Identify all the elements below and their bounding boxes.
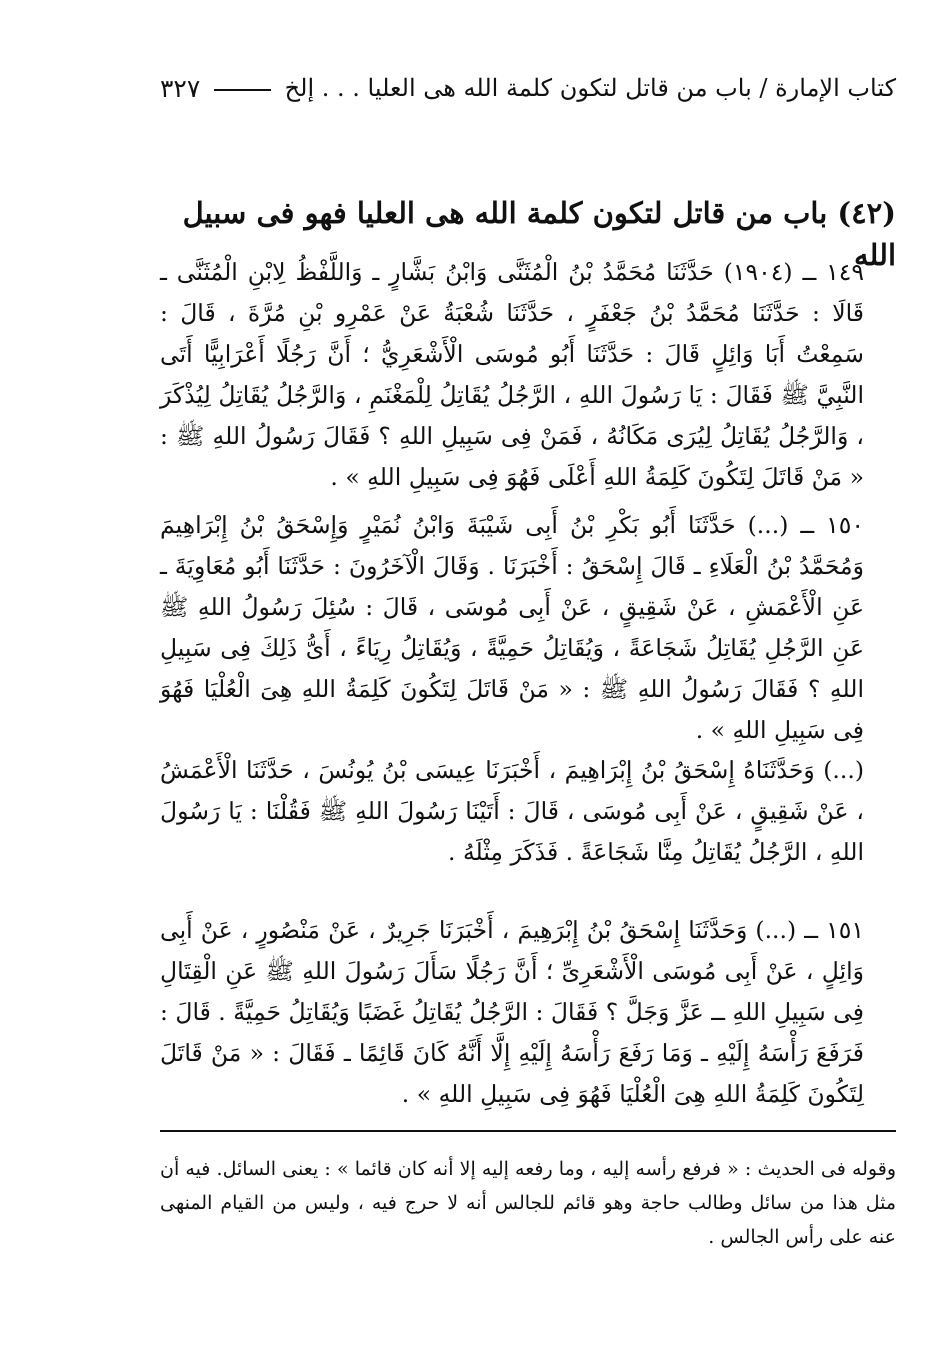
hadith-151 [160,910,896,1115]
chapter-heading: (٤٢) باب من قاتل لتكون كلمة الله هى العليا فهو فى سبيل الله [182,196,896,272]
hadith-150-variant-text: (...) وَحَدَّثَنَاهُ إِسْحَقُ بْنُ إِبْرَاهِيمَ ، أَخْبَرَنَا عِيسَى بْنُ يُونُسَ ، حَدَّثَنَا الْأَعْمَشُ ، عَنْ شَقِيقٍ ، عَنْ أَبِى مُوسَى ، قَالَ : أَتَيْنَا رَسُولَ اللهِ ﷺ فَقُلْنَا : يَا رَسُولَ اللهِ ، الرَّجُلُ يُقَاتِلُ مِنَّا شَجَاعَةً . فَذَكَرَ مِثْلَهُ . [160,756,864,866]
running-header [160,68,896,108]
hadith-149 [160,252,896,498]
hadith-151-text: ١٥١ ــ (...) وَحَدَّثَنَا إِسْحَقُ بْنُ إِبْرَهِيمَ ، أَخْبَرَنَا جَرِيرٌ ، عَنْ مَنْصُورٍ ، عَنْ أَبِى وَائِلٍ ، عَنْ أَبِى مُوسَى الْأَشْعَرِىِّ ؛ أَنَّ رَجُلًا سَأَلَ رَسُولَ اللهِ ﷺ عَنِ الْقِتَالِ فِى سَبِيلِ اللهِ ــ عَزَّ وَجَلَّ ؟ فَقَالَ : الرَّجُلُ يُقَاتِلُ غَضَبًا وَيُقَاتِلُ حَمِيَّةً . قَالَ : فَرَفَعَ رَأْسَهُ إِلَيْهِ ـ وَمَا رَفَعَ رَأْسَهُ إِلَيْهِ إِلَّا أَنَّهُ كَانَ قَائِمًا ـ فَقَالَ : « مَنْ قَاتَلَ لِتَكُونَ كَلِمَةُ اللهِ هِىَ الْعُلْيَا فَهُوَ فِى سَبِيلِ اللهِ » . [159,916,864,1108]
hadith-150-text: ١٥٠ ــ (...) حَدَّثَنَا أَبُو بَكْرِ بْنُ أَبِى شَيْبَةَ وَابْنُ نُمَيْرٍ وَإِسْحَقُ بْنُ إِبْرَاهِيمَ وَمُحَمَّدُ بْنُ الْعَلَاءِ ـ قَالَ إِسْحَقُ : أَخْبَرَنَا . وَقَالَ الْآخَرُونَ : حَدَّثَنَا أَبُو مُعَاوِيَةَ ـ عَنِ الْأَعْمَشِ ، عَنْ شَقِيقٍ ، عَنْ أَبِى مُوسَى ، قَالَ : سُئِلَ رَسُولُ اللهِ ﷺ عَنِ الرَّجُلِ يُقَاتِلُ شَجَاعَةً ، وَيُقَاتِلُ حَمِيَّةً ، وَيُقَاتِلُ رِيَاءً ، أَىُّ ذَلِكَ فِى سَبِيلِ اللهِ ؟ فَقَالَ رَسُولُ اللهِ ﷺ : « مَنْ قَاتَلَ لِتَكُونَ كَلِمَةُ اللهِ هِىَ الْعُلْيَا فَهُوَ فِى سَبِيلِ اللهِ » . [160,511,864,744]
hadith-150 [160,505,896,751]
running-header-title: كتاب الإمارة / باب من قاتل لتكون كلمة الله هى العليا . . . إلخ [284,74,896,102]
footnote-divider [160,1130,896,1132]
hadith-149-text: ١٤٩ ــ (١٩٠٤) حَدَّثَنَا مُحَمَّدُ بْنُ الْمُثَنَّى وَابْنُ بَشَّارٍ ـ وَاللَّفْظُ لِابْنِ الْمُثَنَّى ـ قَالَا : حَدَّثَنَا مُحَمَّدُ بْنُ جَعْفَرٍ ، حَدَّثَنَا شُعْبَةُ عَنْ عَمْرِو بْنِ مُرَّةَ ، قَالَ : سَمِعْتُ أَبَا وَائِلٍ قَالَ : حَدَّثَنَا أَبُو مُوسَى الْأَشْعَرِيُّ ؛ أَنَّ رَجُلًا أَعْرَابِيًّا أَتَى النَّبِيَّ ﷺ فَقَالَ : يَا رَسُولَ اللهِ ، الرَّجُلُ يُقَاتِلُ لِلْمَغْنَمِ ، وَالرَّجُلُ يُقَاتِلُ لِيُذْكَرَ ، وَالرَّجُلُ يُقَاتِلُ لِيُرَى مَكَانُهُ ، فَمَنْ فِى سَبِيلِ اللهِ ؟ فَقَالَ رَسُولُ اللهِ ﷺ : « مَنْ قَاتَلَ لِتَكُونَ كَلِمَةُ اللهِ أَعْلَى فَهُوَ فِى سَبِيلِ اللهِ » . [160,258,864,491]
hadith-150-variant [160,750,896,873]
footnote: وقوله فى الحديث : « فرفع رأسه إليه ، وما رفعه إليه إلا أنه كان قائما » : يعنى السائل. فيه أن مثل هذا من سائل وطالب حاجة وهو قائم للجالس أنه لا حرج فيه ، وليس من القيام المنهى عنه على رأس الجالس . [160,1158,896,1248]
header-rule [214,89,270,91]
page-number: ٣٢٧ [160,73,201,103]
